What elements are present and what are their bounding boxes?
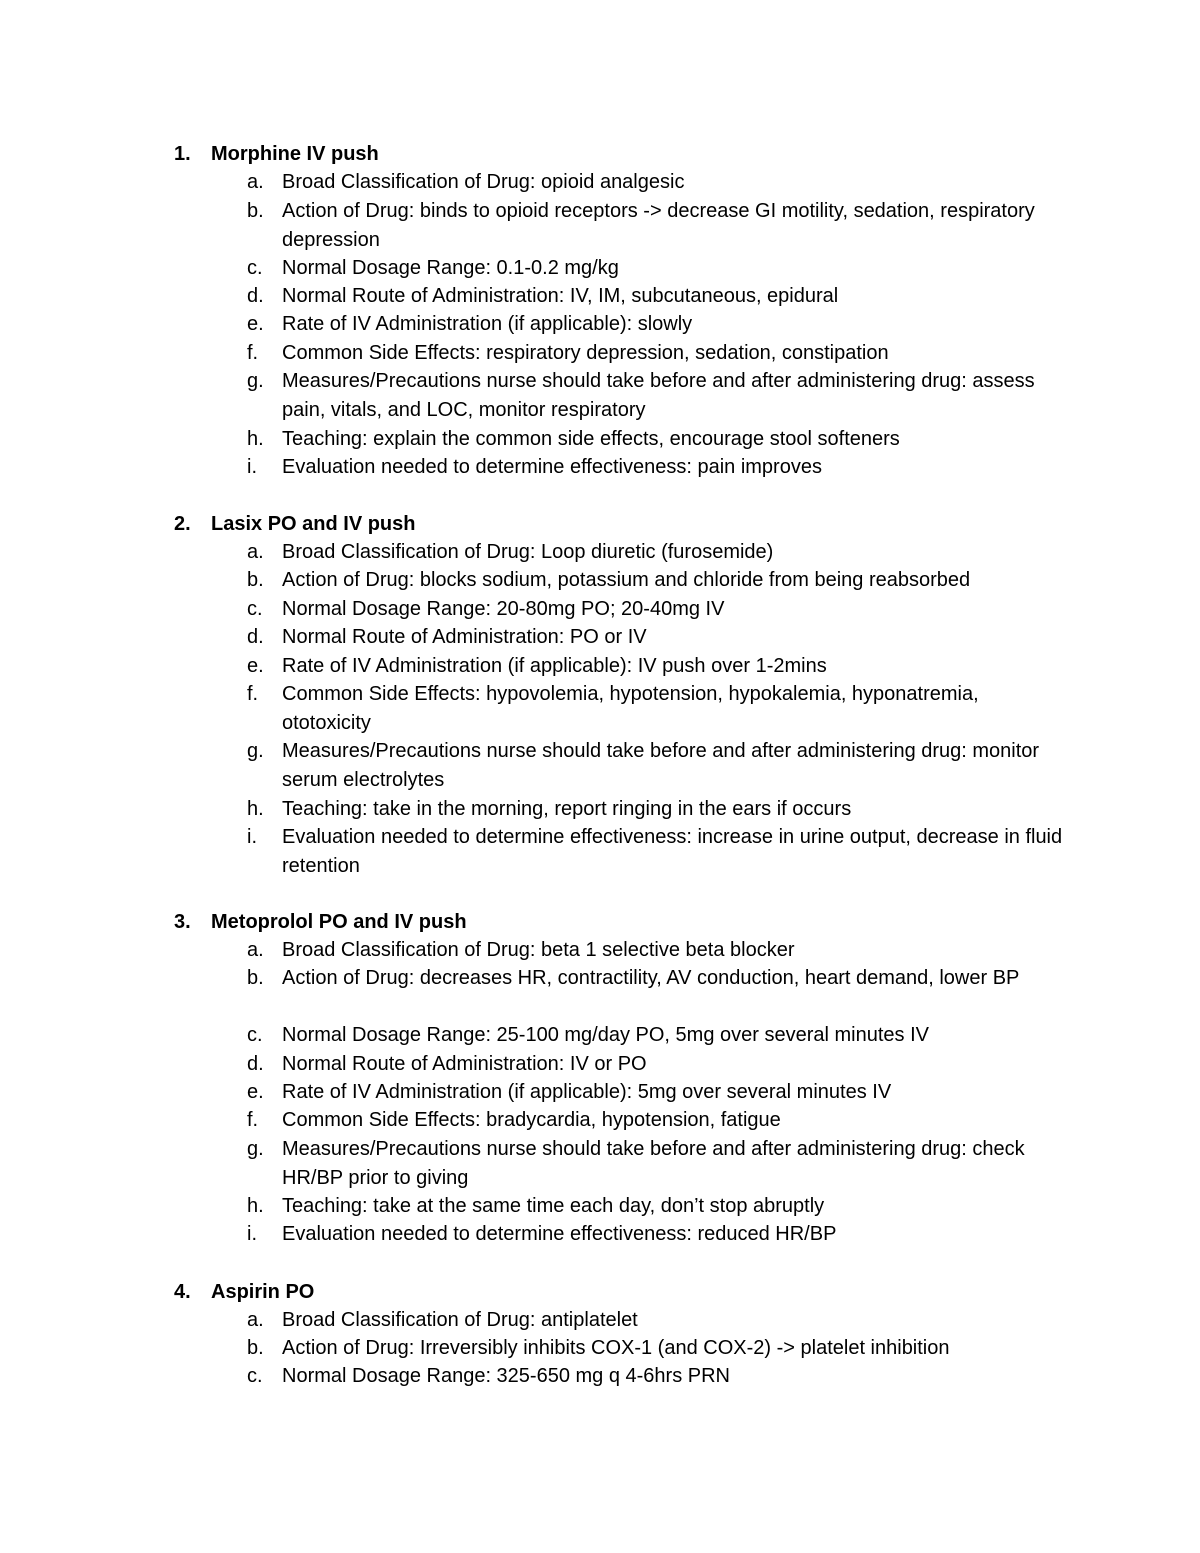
item-letter: d. [247,285,264,307]
item-letter: f. [247,1109,259,1131]
item-letter: b. [247,1337,264,1359]
item-letter: b. [247,200,264,222]
item-letter: d. [247,1053,264,1075]
drug-name: Lasix PO and IV push [211,513,416,535]
item-text: Common Side Effects: respiratory depression, sedation, constipation [282,342,889,364]
item-letter: h. [247,428,264,450]
item-text: Normal Dosage Range: 25-100 mg/day PO, 5mg over several minutes IV [282,1024,929,1046]
item-text: Evaluation needed to determine effectiveness: pain improves [282,456,822,478]
item-text: Broad Classification of Drug: opioid analgesic [282,171,685,193]
item-text: Normal Route of Administration: IV, IM, subcutaneous, epidural [282,285,839,307]
item-letter: b. [247,569,264,591]
item-letter: f. [247,683,259,705]
item-letter: i. [247,1223,257,1245]
item-text: Broad Classification of Drug: Loop diuretic (furosemide) [282,541,774,563]
item-text: Action of Drug: binds to opioid receptors -> decrease GI motility, sedation, respiratory depression [282,200,1035,251]
item-text: Teaching: take in the morning, report ringing in the ears if occurs [282,798,852,820]
item-text: Action of Drug: decreases HR, contractility, AV conduction, heart demand, lower BP [282,967,1020,989]
item-text: Measures/Precautions nurse should take before and after administering drug: monitor serum electrolytes [282,740,1040,791]
item-letter: a. [247,541,264,563]
drug-number: 3. [174,911,191,933]
item-letter: g. [247,740,264,762]
item-letter: h. [247,798,264,820]
item-text: Broad Classification of Drug: antiplatelet [282,1309,638,1331]
item-letter: h. [247,1195,264,1217]
drug-number: 1. [174,143,191,165]
item-text: Rate of IV Administration (if applicable): slowly [282,313,693,335]
item-text: Evaluation needed to determine effectiveness: increase in urine output, decrease in fluid retention [282,826,1063,877]
drug-name: Aspirin PO [211,1281,315,1303]
item-text: Common Side Effects: hypovolemia, hypotension, hypokalemia, hyponatremia, ototoxicity [282,683,979,734]
item-text: Evaluation needed to determine effectiveness: reduced HR/BP [282,1223,837,1245]
item-text: Teaching: explain the common side effects, encourage stool softeners [282,428,900,450]
item-text: Measures/Precautions nurse should take before and after administering drug: assess pain, vitals, and LOC, monitor respiratory [282,370,1035,421]
item-text: Broad Classification of Drug: beta 1 selective beta blocker [282,939,795,961]
item-text: Normal Route of Administration: PO or IV [282,626,647,648]
item-letter: c. [247,1024,263,1046]
item-letter: a. [247,1309,264,1331]
item-text: Normal Route of Administration: IV or PO [282,1053,647,1075]
item-letter: g. [247,370,264,392]
item-letter: e. [247,313,264,335]
item-letter: e. [247,1081,264,1103]
item-text: Measures/Precautions nurse should take before and after administering drug: check HR/BP prior to giving [282,1138,1025,1189]
drug-name: Morphine IV push [211,143,379,165]
item-letter: g. [247,1138,264,1160]
item-letter: c. [247,1365,263,1387]
item-text: Normal Dosage Range: 325-650 mg q 4-6hrs PRN [282,1365,730,1387]
item-text: Rate of IV Administration (if applicable): 5mg over several minutes IV [282,1081,892,1103]
drug-number: 4. [174,1281,191,1303]
item-text: Action of Drug: blocks sodium, potassium and chloride from being reabsorbed [282,569,971,591]
item-text: Normal Dosage Range: 0.1-0.2 mg/kg [282,257,619,279]
item-text: Normal Dosage Range: 20-80mg PO; 20-40mg IV [282,598,725,620]
item-text: Rate of IV Administration (if applicable): IV push over 1-2mins [282,655,827,677]
item-letter: a. [247,939,264,961]
item-letter: i. [247,456,257,478]
item-letter: f. [247,342,259,364]
drug-number: 2. [174,513,191,535]
item-letter: c. [247,598,263,620]
item-text: Teaching: take at the same time each day, don’t stop abruptly [282,1195,825,1217]
item-text: Common Side Effects: bradycardia, hypotension, fatigue [282,1109,781,1131]
item-letter: a. [247,171,264,193]
item-text: Action of Drug: Irreversibly inhibits COX-1 (and COX-2) -> platelet inhibition [282,1337,950,1359]
item-letter: c. [247,257,263,279]
item-letter: d. [247,626,264,648]
item-letter: i. [247,826,257,848]
item-letter: b. [247,967,264,989]
item-letter: e. [247,655,264,677]
drug-name: Metoprolol PO and IV push [211,911,467,933]
